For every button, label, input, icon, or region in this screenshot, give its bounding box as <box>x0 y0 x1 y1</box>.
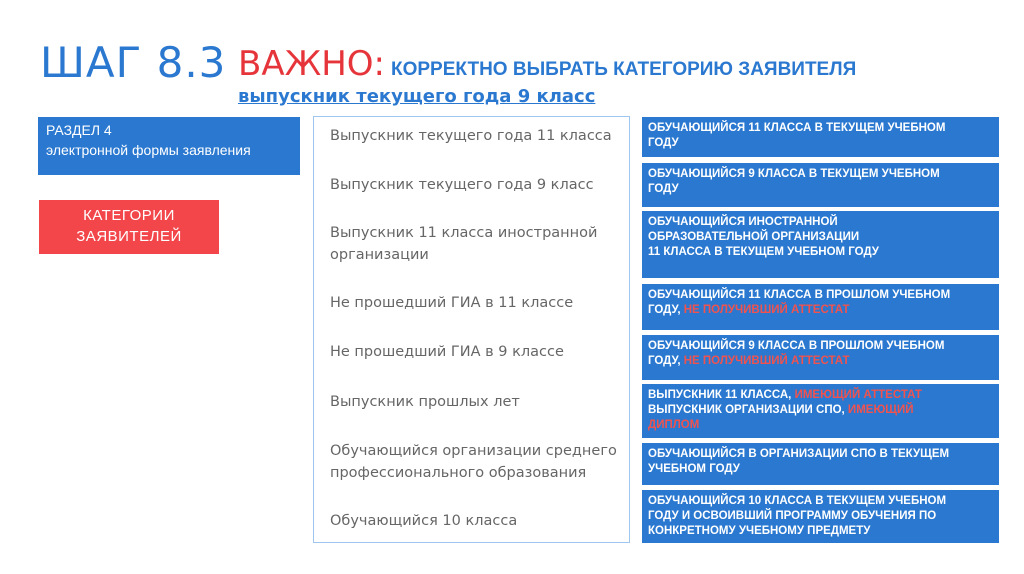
box-text: ОБУЧАЮЩИЙСЯ 9 КЛАССА В ТЕКУЩЕМ УЧЕБНОМ <box>648 168 940 180</box>
categories-button-line2: ЗАЯВИТЕЛЕЙ <box>76 228 182 245</box>
list-item[interactable] <box>330 292 620 314</box>
box-text: ВЫПУСКНИК ОРГАНИЗАЦИИ СПО, <box>648 404 848 416</box>
list-item-line: Выпускник прошлых лет <box>330 394 520 410</box>
category-description-box <box>642 490 999 543</box>
box-text: ГОДУ, <box>648 304 684 316</box>
box-text: ГОДУ <box>648 183 679 195</box>
box-text: ОБУЧАЮЩИЙСЯ 11 КЛАССА В ТЕКУЩЕМ УЧЕБНОМ <box>648 122 946 134</box>
important-text: КОРРЕКТНО ВЫБРАТЬ КАТЕГОРИЮ ЗАЯВИТЕЛЯ <box>391 59 857 80</box>
category-description-box <box>642 211 999 278</box>
list-item-line: Выпускник текущего года 11 класса <box>330 128 612 144</box>
important-word: ВАЖНО: <box>238 44 385 84</box>
category-description-box <box>642 117 999 157</box>
section-subtitle: электронной формы заявления <box>46 142 251 158</box>
list-item-line: организации <box>330 247 429 263</box>
box-text: УЧЕБНОМ ГОДУ <box>648 463 740 475</box>
box-text: ОБУЧАЮЩИЙСЯ 11 КЛАССА В ПРОШЛОМ УЧЕБНОМ <box>648 289 951 301</box>
list-item-line: Выпускник 11 класса иностранной <box>330 225 598 241</box>
list-item-line: профессионального образования <box>330 465 587 481</box>
box-text: ВЫПУСКНИК 11 КЛАССА, <box>648 389 795 401</box>
categories-button-line1: КАТЕГОРИИ <box>83 207 175 224</box>
section-box <box>38 117 300 175</box>
graduate-category-line: выпускник текущего года 9 класс <box>238 86 596 107</box>
list-item[interactable] <box>330 391 620 413</box>
list-item-line: Не прошедший ГИА в 9 классе <box>330 344 564 360</box>
category-description-box <box>642 443 999 485</box>
box-text: ОБУЧАЮЩИЙСЯ 10 КЛАССА В ТЕКУЩЕМ УЧЕБНОМ <box>648 495 947 507</box>
category-description-box <box>642 384 999 438</box>
box-highlight-text: НЕ ПОЛУЧИВШИЙ АТТЕСТАТ <box>683 355 850 367</box>
list-item-line: Обучающийся 10 класса <box>330 513 518 529</box>
box-highlight-text: ДИПЛОМ <box>648 419 700 431</box>
list-item[interactable] <box>330 510 620 532</box>
list-item[interactable] <box>330 222 620 266</box>
important-heading <box>238 44 856 84</box>
category-description-box <box>642 284 999 330</box>
box-text: ГОДУ <box>648 137 679 149</box>
category-description-box <box>642 163 999 207</box>
box-text: КОНКРЕТНОМУ УЧЕБНОМУ ПРЕДМЕТУ <box>648 525 871 537</box>
box-text: ОБРАЗОВАТЕЛЬНОЙ ОРГАНИЗАЦИИ <box>648 231 860 243</box>
list-item[interactable] <box>330 440 620 484</box>
box-text: ОБУЧАЮЩИЙСЯ В ОРГАНИЗАЦИИ СПО В ТЕКУЩЕМ <box>648 448 950 460</box>
list-item-line: Не прошедший ГИА в 11 классе <box>330 295 574 311</box>
box-highlight-text: НЕ ПОЛУЧИВШИЙ АТТЕСТАТ <box>683 304 850 316</box>
list-item[interactable] <box>330 125 620 147</box>
box-text: ГОДУ И ОСВОИВШИЙ ПРОГРАММУ ОБУЧЕНИЯ ПО <box>648 510 937 522</box>
category-list <box>313 116 630 543</box>
list-item-line: Выпускник текущего года 9 класс <box>330 177 594 193</box>
list-item-line: Обучающийся организации среднего <box>330 443 617 459</box>
category-description-box <box>642 335 999 380</box>
box-highlight-text: ИМЕЮЩИЙ <box>847 404 914 416</box>
box-highlight-text: ИМЕЮЩИЙ АТТЕСТАТ <box>794 389 922 401</box>
box-text: ОБУЧАЮЩИЙСЯ ИНОСТРАННОЙ <box>648 216 838 228</box>
box-text: ГОДУ, <box>648 355 684 367</box>
box-text: ОБУЧАЮЩИЙСЯ 9 КЛАССА В ПРОШЛОМ УЧЕБНОМ <box>648 340 945 352</box>
box-text: 11 КЛАССА В ТЕКУЩЕМ УЧЕБНОМ ГОДУ <box>648 246 879 258</box>
list-item[interactable] <box>330 341 620 363</box>
step-title: ШАГ 8.3 <box>40 38 227 87</box>
list-item[interactable] <box>330 174 620 196</box>
applicant-categories-button[interactable] <box>39 200 219 254</box>
section-title: РАЗДЕЛ 4 <box>46 122 112 138</box>
